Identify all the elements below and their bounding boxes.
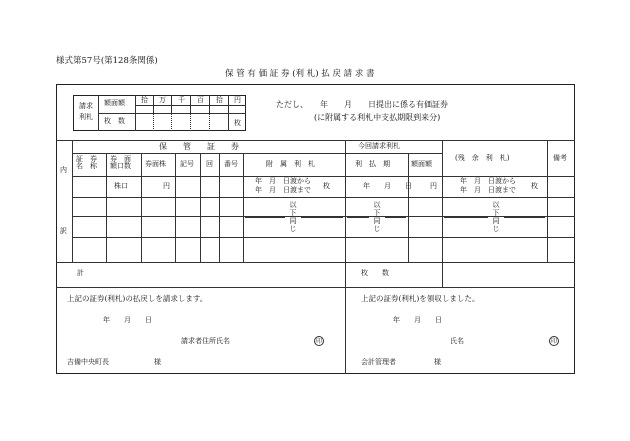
receiver-name-label: 氏名	[450, 337, 464, 345]
total-count-label: 枚 数	[361, 269, 389, 277]
digit-3: 千	[178, 96, 185, 104]
hokan-shoken-header: 保 管 証 券	[159, 142, 239, 151]
payment-date: 年 月 日	[363, 182, 412, 190]
uchi-label: 内	[60, 166, 67, 174]
shoken-gakumen-header: 券 面 額口数	[110, 155, 131, 171]
attached-date-from: 年 月 日渡から	[255, 177, 311, 185]
wake-label: 訳	[60, 227, 67, 235]
kigou-header: 記号	[180, 160, 194, 168]
kai-header: 回	[206, 160, 213, 168]
ika-doujou-2: 以 下 同 じ	[373, 201, 381, 233]
bangou-header: 番号	[224, 160, 238, 168]
accounting-manager: 会計管理者	[361, 358, 396, 366]
note-line-2: (に附属する利札中支払期限到来分)	[314, 113, 441, 122]
request-statement: 上記の証券(利札)の払戻しを請求します。	[67, 294, 208, 303]
gakumen-en: 円	[430, 182, 437, 190]
shoken-meisho-header: 証 券 名 称	[76, 155, 97, 171]
digit-4: 百	[197, 96, 204, 104]
recipient-honorific-right: 様	[434, 358, 441, 366]
count-unit: 枚	[234, 119, 241, 127]
request-label-1: 請求	[79, 102, 93, 110]
receipt-statement: 上記の証券(利札)を領収しました。	[361, 294, 480, 303]
requester-seal: 印	[315, 338, 322, 345]
form-title: 保 管 有 価 証 券 (利 札) 払 戻 請 求 書	[225, 69, 375, 79]
note-line-1: ただし、 年 月 日提出に係る有価証券	[276, 100, 448, 109]
recipient-mayor: 吉備中央町長	[67, 358, 109, 366]
ika-doujou-3: 以 下 同 じ	[492, 201, 500, 233]
request-label-2: 利札	[79, 113, 93, 121]
remaining-mai: 枚	[531, 182, 538, 190]
remaining-date-from: 年 月 日渡から	[460, 177, 516, 185]
haraikomi-ki-header: 利 払 期	[355, 160, 390, 168]
en-unit: 円	[163, 182, 170, 190]
digit-1: 拾	[141, 96, 148, 104]
ika-doujou-1: 以 下 同 じ	[289, 201, 297, 233]
attached-mai: 枚	[323, 182, 330, 190]
total-label: 計	[77, 269, 84, 277]
kenmenkabu-header: 券面株	[145, 160, 166, 168]
zanyo-rifuda-header: (残 余 利 札)	[455, 154, 510, 162]
digit-2: 万	[159, 96, 166, 104]
konkai-header: 今回請求利札	[358, 142, 400, 150]
count-label: 枚 数	[104, 117, 125, 125]
bikou-header: 備考	[553, 154, 567, 162]
fuzoku-rifuda-header: 附 属 利 札	[266, 160, 315, 168]
attached-date-to: 年 月 日渡まで	[255, 186, 311, 194]
remaining-date-to: 年 月 日渡まで	[460, 186, 516, 194]
requester-label: 請求者住所氏名	[181, 337, 230, 345]
request-date: 年 月 日	[103, 316, 152, 324]
face-value-label: 額面額	[104, 99, 125, 107]
recipient-honorific-left: 様	[154, 358, 161, 366]
receiver-seal: 印	[550, 338, 557, 345]
form-number: 様式第57号(第128条関係)	[56, 56, 158, 66]
kuchi-unit: 株口	[114, 182, 128, 190]
receipt-date: 年 月 日	[393, 316, 442, 324]
digit-5: 拾	[216, 96, 223, 104]
digit-6: 円	[234, 96, 241, 104]
gakumen-gaku-header: 額面額	[411, 160, 432, 168]
